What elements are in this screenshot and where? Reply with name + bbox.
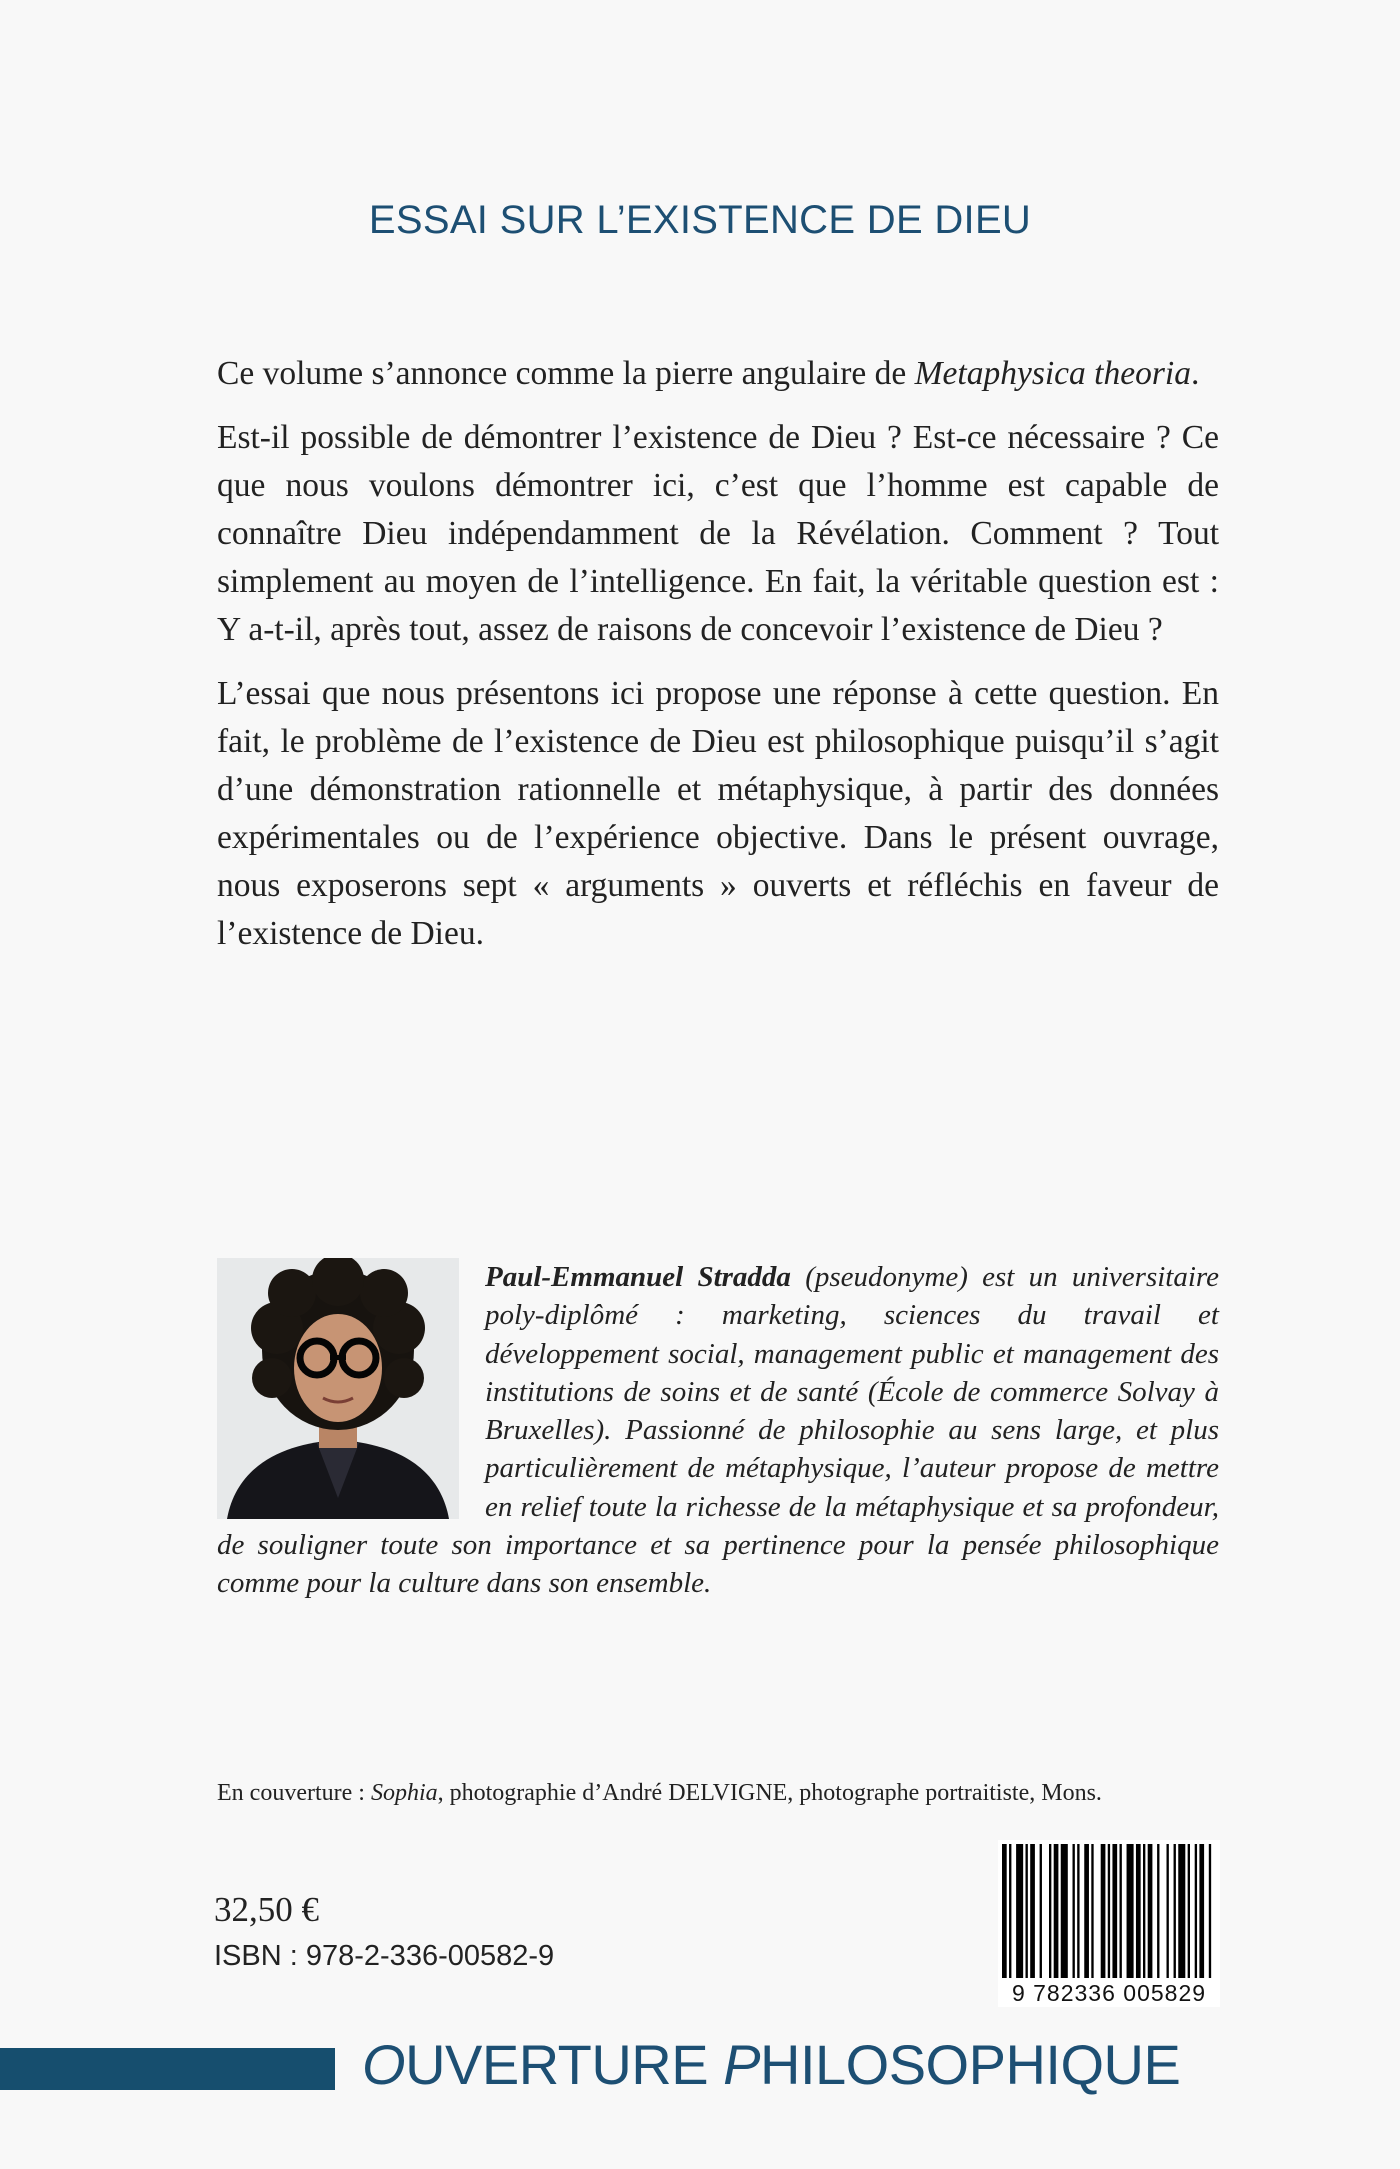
series-band <box>0 2048 335 2090</box>
back-cover-blurb <box>217 350 1219 974</box>
author-bio <box>217 1258 1219 1603</box>
author-portrait-icon <box>217 1258 459 1519</box>
barcode-digits: 9 782336 005829 <box>998 1980 1220 2007</box>
blurb-paragraph-1: Ce volume s’annonce comme la pierre angulaire de Metaphysica theoria. <box>217 355 1200 392</box>
book-title: ESSAI SUR L’EXISTENCE DE DIEU <box>368 198 1032 242</box>
series-name: OUVERTURE PHILOSOPHIQUE <box>362 2033 1181 2096</box>
barcode-icon <box>998 1840 1220 1980</box>
price: 32,50 € <box>214 1890 319 1929</box>
author-name: Paul-Emmanuel Stradda <box>485 1261 791 1293</box>
author-bio-text: (pseudonyme) est un universitaire poly-diplômé : marketing, sciences du travail et développement social, management public et management des institutions de soins et de santé (École de commerce Solvay à Bruxelles). Passionné de philosophie au sens large, et plus particulièrement de métaphysique, l’auteur propose de mettre en relief toute la richesse de la métaphysique et sa profondeur, de souligner toute son importance et sa pertinence pour la pensée philosophique comme pour la culture dans son ensemble. <box>217 1261 1219 1600</box>
cover-credit: En couverture : Sophia, photographie d’André DELVIGNE, photographe portraitiste, Mons. <box>217 1780 1102 1806</box>
blurb-paragraph-3: L’essai que nous présentons ici propose une réponse à cette question. En fait, le problème de l’existence de Dieu est philosophique puisqu’il s’agit d’une démonstration rationnelle et métaphysique, à partir des données expérimentales ou de l’expérience objective. Dans le présent ouvrage, nous exposerons sept « arguments » ouverts et réfléchis en faveur de l’existence de Dieu. <box>217 675 1219 952</box>
isbn: ISBN : 978-2-336-00582-9 <box>214 1940 555 1972</box>
author-photo <box>217 1258 459 1519</box>
blurb-paragraph-2: Est-il possible de démontrer l’existence de Dieu ? Est-ce nécessaire ? Ce que nous voulons démontrer ici, c’est que l’homme est capable de connaître Dieu indépendamment de la Révélation. Comment ? Tout simplement au moyen de l’intelligence. En fait, la véritable question est : Y a-t-il, après tout, assez de raisons de concevoir l’existence de Dieu ? <box>217 419 1219 648</box>
